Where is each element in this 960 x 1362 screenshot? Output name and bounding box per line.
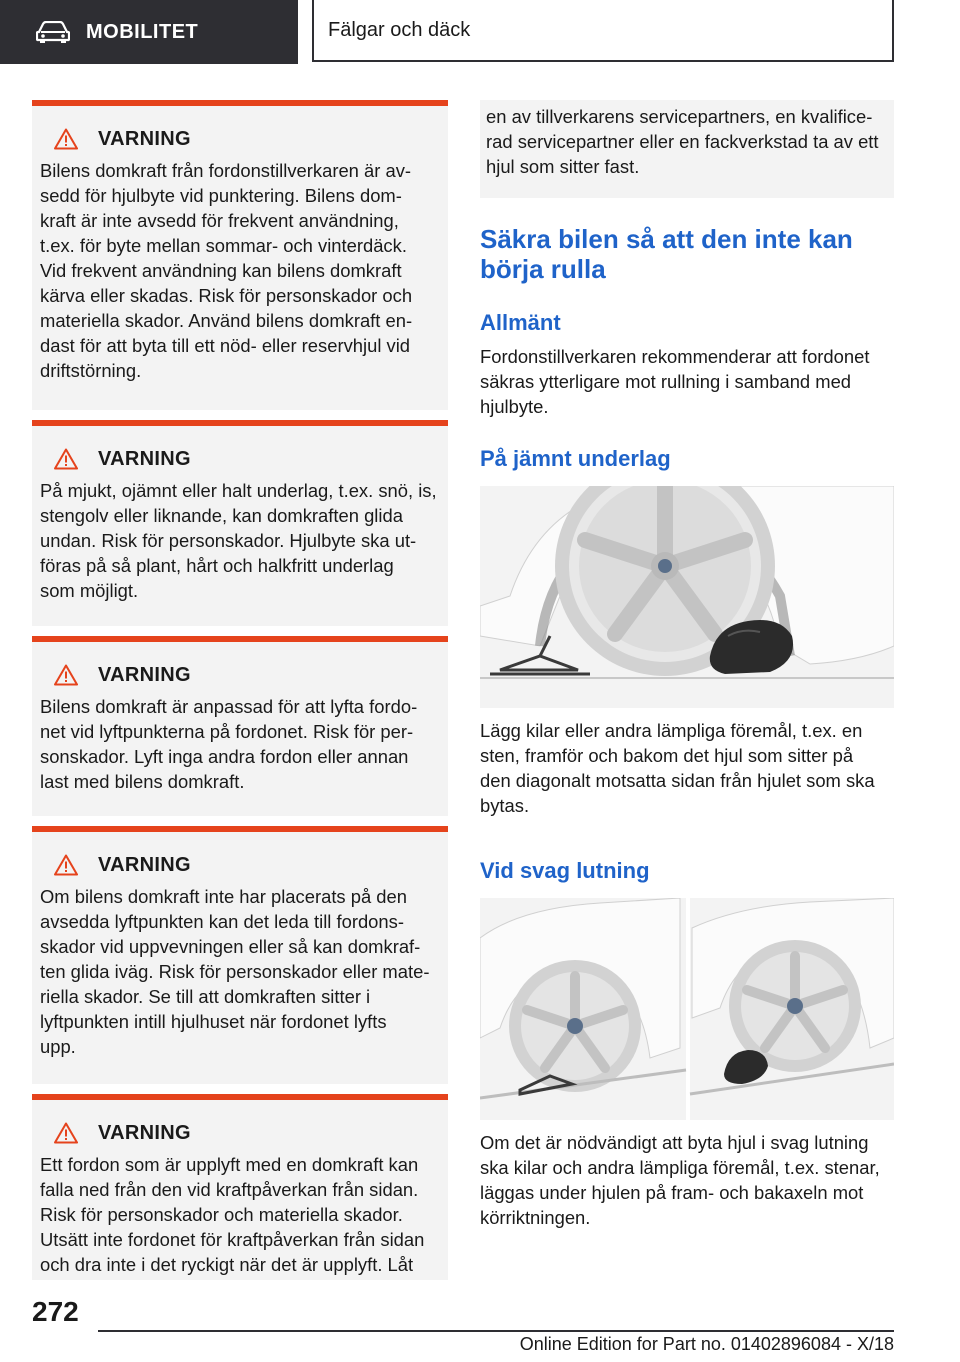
text-line: föras på så plant, hårt och halkfritt underlag	[40, 555, 394, 576]
warning-triangle-icon	[54, 448, 78, 470]
warning-title	[40, 446, 440, 472]
warning-triangle-icon	[54, 128, 78, 150]
text-line: undan. Risk för personskador. Hjulbyte ska ut-	[40, 530, 417, 551]
text-line: last med bilens domkraft.	[40, 771, 245, 792]
text-line: den diagonalt motsatta sidan från hjulet som ska	[480, 770, 875, 791]
warning-label: VARNING	[98, 663, 191, 686]
text-line: ska kilar och andra lämpliga föremål, t.ex. stenar,	[480, 1157, 880, 1178]
text-line: som möjligt.	[40, 580, 139, 601]
warning-title	[40, 852, 440, 878]
warning-box	[32, 1094, 448, 1280]
text-line: materiella skador. Använd bilens domkraft en-	[40, 310, 413, 331]
text-line: riella skador. Se till att domkraften sitter i	[40, 986, 371, 1007]
illustration-flat-ground	[480, 486, 894, 708]
warning-box	[32, 636, 448, 816]
warning-text	[40, 478, 440, 603]
text-line: kärva eller skadas. Risk för personskador och	[40, 285, 413, 306]
warning-text	[40, 1152, 440, 1277]
warning-box	[32, 826, 448, 1084]
text-line: skador vid uppvevningen eller så kan domkraf-	[40, 936, 421, 957]
text-line: hjulbyte.	[480, 396, 549, 417]
text-line: sedd för hjulbyte vid punktering. Bilens dom-	[40, 185, 402, 206]
text-line: säkras ytterligare mot rullning i samband med	[480, 371, 852, 392]
text-line: Utsätt inte fordonet för kraftpåverkan från sidan	[40, 1229, 425, 1250]
subheading-flat: På jämnt underlag	[480, 446, 671, 471]
text-line: Fordonstillverkaren rekommenderar att fordonet	[480, 346, 870, 367]
text-line: Om det är nödvändigt att byta hjul i svag lutning	[480, 1132, 869, 1153]
topic-label: Fälgar och däck	[328, 18, 471, 41]
warning-triangle-icon	[54, 664, 78, 686]
text-line: Lägg kilar eller andra lämpliga föremål, t.ex. en	[480, 720, 863, 741]
warning-continuation	[480, 100, 894, 198]
title-line: Säkra bilen så att den inte kan	[480, 224, 853, 254]
text-line: sten, framför och bakom det hjul som sitter på	[480, 745, 854, 766]
edition-note: Online Edition for Part no. 01402896084 - X/18	[519, 1334, 894, 1354]
flat-paragraph	[480, 718, 894, 818]
text-line: På mjukt, ojämnt eller halt underlag, t.ex. snö, is,	[40, 480, 437, 501]
text-line: Ett fordon som är upplyft med en domkraft kan	[40, 1154, 419, 1175]
warning-text	[40, 158, 440, 383]
warning-label: VARNING	[98, 447, 191, 470]
text-line: ten glida iväg. Risk för personskador eller mate-	[40, 961, 430, 982]
car-icon	[36, 21, 70, 43]
subheading-general: Allmänt	[480, 310, 561, 335]
text-line: kraft är inte avsedd för frekvent användning,	[40, 210, 399, 231]
slope-paragraph	[480, 1130, 894, 1230]
text-line: stengolv eller liknande, kan domkraften glida	[40, 505, 403, 526]
text-line: avsedda lyftpunkten kan det leda till fordons-	[40, 911, 404, 932]
page-number: 272	[32, 1296, 79, 1327]
warning-label: VARNING	[98, 127, 191, 150]
text-line: Om bilens domkraft inte har placerats på den	[40, 886, 407, 907]
chapter-tab	[0, 0, 298, 64]
chapter-label: MOBILITET	[86, 20, 199, 43]
text-line: Risk för personskador och materiella skador.	[40, 1204, 403, 1225]
text-line: körriktningen.	[480, 1207, 591, 1228]
warning-text	[40, 884, 440, 1059]
text-line: Bilens domkraft från fordonstillverkaren är av-	[40, 160, 412, 181]
footer-divider	[98, 1330, 894, 1332]
wheel-chock-illustration	[480, 486, 894, 708]
section-title	[480, 224, 894, 284]
text-line: läggas under hjulen på fram- och bakaxeln mot	[480, 1182, 864, 1203]
slope-wheels-illustration	[480, 898, 894, 1120]
text-line: driftstörning.	[40, 360, 142, 381]
topic-tab	[312, 0, 894, 62]
text-line: sonskador. Lyft inga andra fordon eller annan	[40, 746, 409, 767]
text-line: och dra inte i det ryckigt när det är upplyft. Låt	[40, 1254, 414, 1275]
text-line: en av tillverkarens servicepartners, en kvalifice-	[486, 106, 873, 127]
text-line: dast för att byta till ett nöd- eller reservhjul vid	[40, 335, 411, 356]
warning-box	[32, 420, 448, 626]
subheading-slope: Vid svag lutning	[480, 858, 650, 883]
warning-triangle-icon	[54, 854, 78, 876]
text-line: Bilens domkraft är anpassad för att lyfta fordo-	[40, 696, 418, 717]
text-line: lyftpunkten intill hjulhuset när fordonet lyfts	[40, 1011, 387, 1032]
text-line: hjul som sitter fast.	[486, 156, 640, 177]
text-line: bytas.	[480, 795, 530, 816]
warning-title	[40, 662, 440, 688]
page-header	[0, 0, 960, 66]
text-line: upp.	[40, 1036, 76, 1057]
warning-title	[40, 1120, 440, 1146]
text-line: t.ex. för byte mellan sommar- och vinterdäck.	[40, 235, 407, 256]
text-line: falla ned från den vid kraftpåverkan från sidan.	[40, 1179, 419, 1200]
warning-title	[40, 126, 440, 152]
text-line: net vid lyftpunkterna på fordonet. Risk för per-	[40, 721, 414, 742]
warning-triangle-icon	[54, 1122, 78, 1144]
warning-text	[40, 694, 440, 794]
warning-label: VARNING	[98, 1121, 191, 1144]
text-line: Vid frekvent användning kan bilens domkraft	[40, 260, 402, 281]
text-line: rad servicepartner eller en fackverkstad ta av ett	[486, 131, 879, 152]
warning-box	[32, 100, 448, 410]
title-line: börja rulla	[480, 254, 606, 284]
illustration-slope	[480, 898, 894, 1120]
warning-label: VARNING	[98, 853, 191, 876]
general-paragraph	[480, 344, 894, 419]
